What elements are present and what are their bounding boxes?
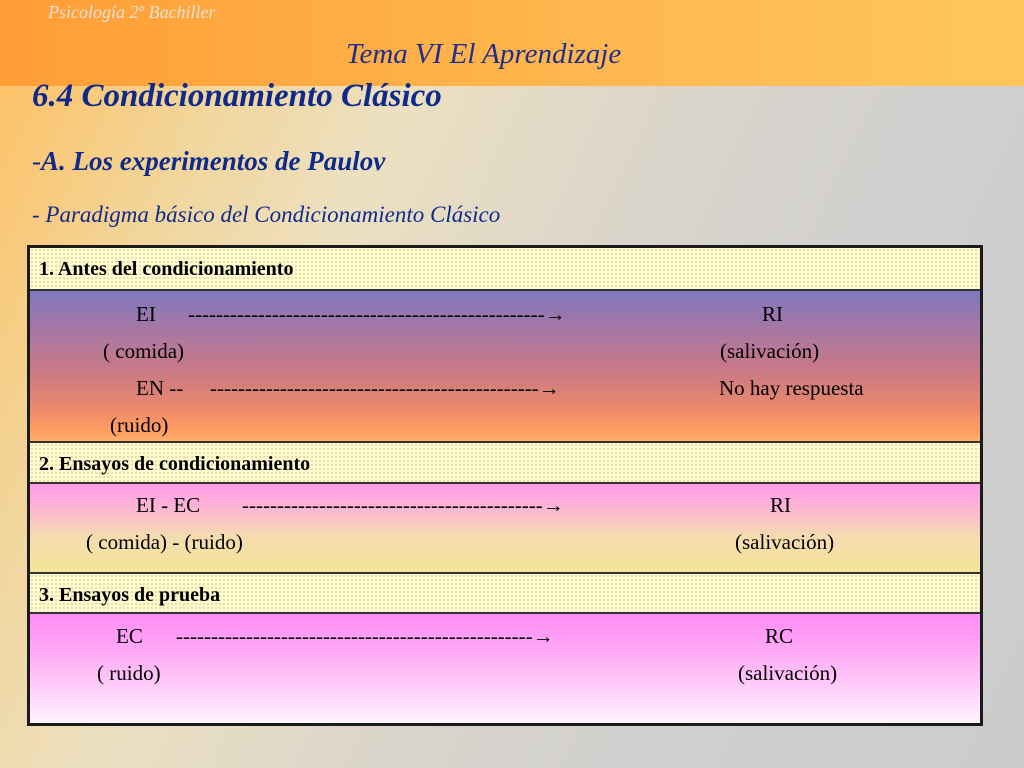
stage-3-stimulus-ec: EC (116, 624, 143, 648)
stage-2-response-ri: RI (770, 493, 791, 517)
stage-1-heading: 1. Antes del condicionamiento (39, 258, 294, 280)
stage-2-heading-row (30, 441, 980, 482)
stage-1-body (30, 289, 980, 441)
conditioning-stages-table (27, 245, 983, 726)
stage-3-arrow: ---------------------------------------------------→ (176, 624, 554, 648)
subsection-prefix: - (32, 146, 41, 176)
subsection-title: A. Los experimentos de Paulov (41, 146, 386, 176)
paradigm-caption: - Paradigma básico del Condicionamiento Clásico (32, 202, 501, 227)
stage-1-no-response: No hay respuesta (719, 376, 864, 400)
stage-1-arrow-2: -----------------------------------------------→ (210, 376, 560, 400)
stage-2-stimulus-note: ( comida) - (ruido) (86, 530, 243, 554)
stage-2-stimulus-ei-ec: EI - EC (136, 493, 201, 517)
stage-1-stimulus-note-1: ( comida) (103, 339, 185, 363)
stage-2-arrow: -------------------------------------------→ (242, 493, 564, 517)
section-heading: 6.4 Condicionamiento Clásico (32, 78, 442, 114)
stage-1-stimulus-en: EN -- (136, 376, 184, 400)
stage-3-response-note: (salivación) (738, 661, 838, 685)
stage-3-response-rc: RC (765, 624, 794, 648)
stage-1-heading-row (30, 248, 980, 289)
stage-1-arrow-1: ---------------------------------------------------→ (188, 302, 566, 326)
stage-3-stimulus-note: ( ruido) (97, 661, 161, 685)
stage-2-response-note: (salivación) (735, 530, 835, 554)
stage-1-response-note-1: (salivación) (720, 339, 820, 363)
topic-title: Tema VI El Aprendizaje (346, 38, 622, 70)
stage-3-body (30, 612, 980, 723)
stage-3-heading: 3. Ensayos de prueba (39, 584, 221, 606)
stage-2-body (30, 482, 980, 572)
course-label: Psicología 2º Bachiller (48, 2, 216, 22)
stage-1-stimulus-note-2: (ruido) (110, 413, 169, 437)
stage-3-heading-row (30, 572, 980, 612)
subsection-heading (32, 146, 385, 177)
stage-1-response-ri: RI (762, 302, 783, 326)
stage-1-stimulus-ei: EI (136, 302, 156, 326)
stage-2-heading: 2. Ensayos de condicionamiento (39, 453, 311, 475)
